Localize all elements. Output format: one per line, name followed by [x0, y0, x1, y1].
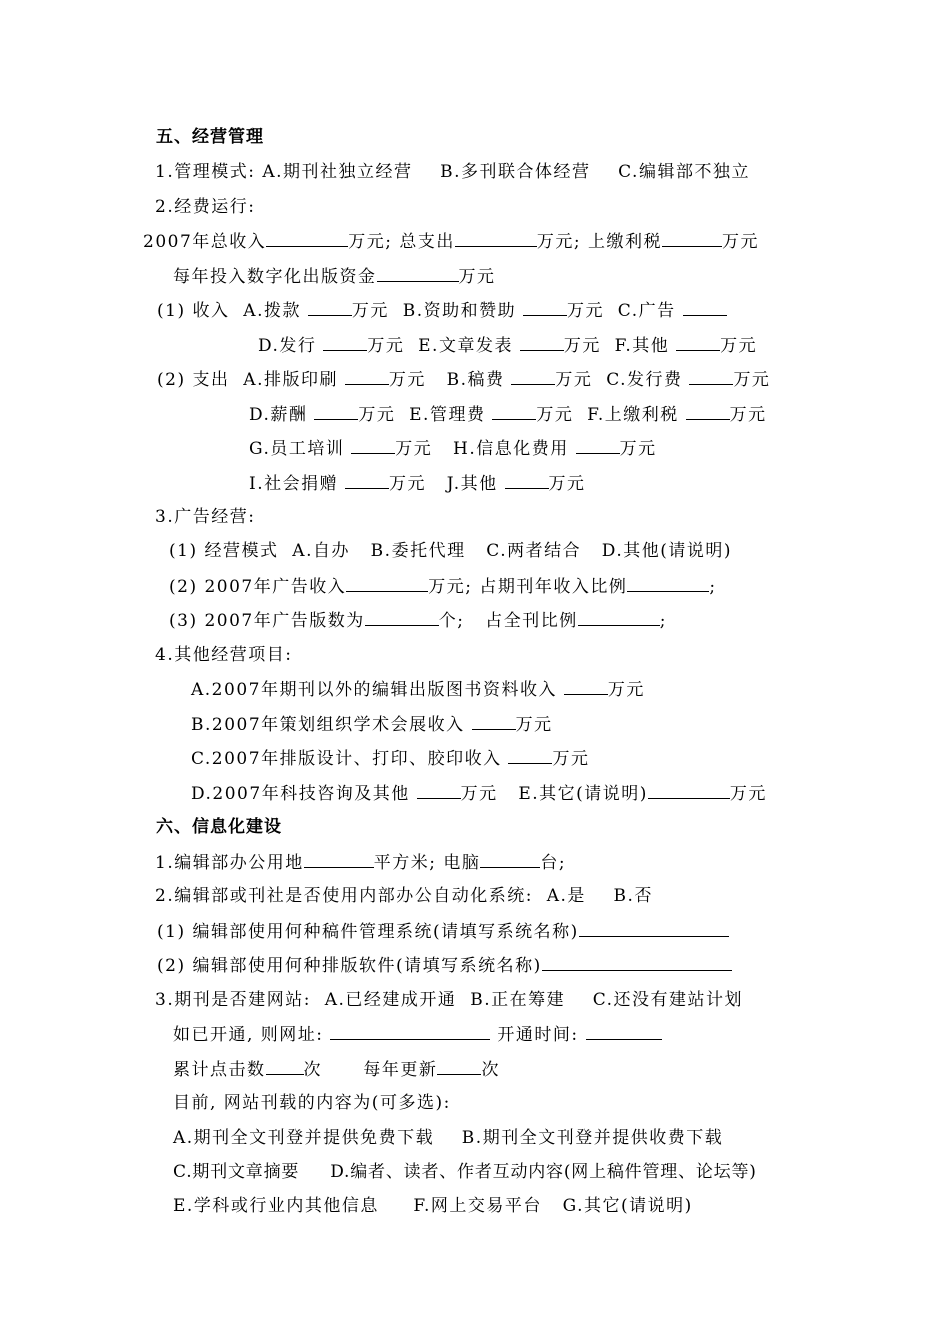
office-area-line [155, 850, 566, 875]
article-publication-blank[interactable] [520, 333, 564, 351]
ad-pages-label: (3) 2007年广告版数为 [169, 611, 365, 631]
sponsorship-blank[interactable] [523, 298, 567, 316]
advertising-label: 万元 C.广告 [567, 301, 683, 321]
digital-investment-label: 每年投入数字化出版资金 [173, 267, 377, 287]
tax-blank[interactable] [662, 229, 722, 247]
website-content-options-1: A.期刊全文刊登并提供免费下载 B.期刊全文刊登并提供收费下载 [173, 1128, 724, 1148]
manuscript-fee-blank[interactable] [511, 367, 555, 385]
tax-label: 万元; 上缴利税 [536, 232, 663, 252]
donation-blank[interactable] [345, 471, 389, 489]
tax-paid-label: 万元 F.上缴利税 [536, 405, 686, 425]
other-business-c [191, 746, 589, 771]
conference-income-blank[interactable] [472, 712, 516, 730]
unit-label: 万元 [458, 267, 496, 287]
unit-label: 万元 [729, 784, 767, 804]
ad-income-ratio-blank[interactable] [627, 574, 709, 592]
conference-income-label: B.2007年策划组织学术会展收入 [191, 715, 472, 735]
books-income-blank[interactable] [564, 677, 608, 695]
distribution-blank[interactable] [323, 333, 367, 351]
allocation-blank[interactable] [308, 298, 352, 316]
total-expense-blank[interactable] [455, 229, 537, 247]
total-income-label: 2007年总收入 [143, 232, 267, 252]
management-mode-question: 1.管理模式: A.期刊社独立经营 B.多刊联合体经营 C.编辑部不独立 [155, 162, 750, 182]
ad-mode-options: (1) 经营模式 A.自办 B.委托代理 C.两者结合 D.其他(请说明) [169, 541, 733, 561]
salary-label: D.薪酬 [249, 405, 315, 425]
website-url-blank[interactable] [330, 1022, 490, 1040]
digital-investment-line [173, 264, 496, 289]
it-cost-blank[interactable] [576, 436, 620, 454]
salary-blank[interactable] [314, 402, 358, 420]
printing-label: (2) 支出 A.排版印刷 [157, 370, 345, 390]
income-items-row-2 [258, 333, 757, 358]
digital-investment-blank[interactable] [377, 264, 459, 282]
expense-items-row-2 [249, 402, 767, 427]
income-items-row-1 [157, 298, 727, 323]
website-content-options-3: E.学科或行业内其他信息 F.网上交易平台 G.其它(请说明) [173, 1196, 693, 1216]
donation-label: I.社会捐赠 [249, 474, 346, 494]
other-expense-blank[interactable] [505, 471, 549, 489]
typesetting-software-line [157, 953, 732, 978]
unit-label: 万元 [722, 232, 760, 252]
computers-blank[interactable] [480, 850, 540, 868]
unit-label: 万元 [733, 370, 771, 390]
distribution-fee-blank[interactable] [689, 367, 733, 385]
total-clicks-label: 累计点击数 [173, 1060, 266, 1080]
typesetting-income-label: C.2007年排版设计、打印、胶印收入 [191, 749, 509, 769]
training-blank[interactable] [351, 436, 395, 454]
unit-label: 万元 [552, 749, 590, 769]
advertising-blank[interactable] [683, 298, 727, 316]
office-area-label: 1.编辑部办公用地 [155, 853, 304, 873]
other-business-d [191, 781, 767, 806]
management-fee-label: 万元 E.管理费 [358, 405, 493, 425]
website-url-line [173, 1022, 662, 1047]
article-publication-label: 万元 E.文章发表 [367, 336, 520, 356]
sponsorship-label: 万元 B.资助和赞助 [351, 301, 523, 321]
semicolon: ; [709, 577, 717, 597]
unit-label: 万元 [607, 680, 645, 700]
other-specify-blank[interactable] [648, 781, 730, 799]
website-question: 3.期刊是否建网站: A.已经建成开通 B.正在筹建 C.还没有建站计划 [155, 990, 744, 1010]
printing-blank[interactable] [345, 367, 389, 385]
allocation-label: (1) 收入 A.拨款 [157, 301, 308, 321]
other-expense-label: 万元 J.其他 [389, 474, 505, 494]
ad-pages-blank[interactable] [365, 608, 439, 626]
annual-updates-label: 次 每年更新 [303, 1060, 438, 1080]
unit-label: 万元 [720, 336, 758, 356]
total-income-blank[interactable] [266, 229, 348, 247]
other-income-blank[interactable] [676, 333, 720, 351]
other-income-label: 万元 F.其他 [563, 336, 677, 356]
manuscript-system-label: (1) 编辑部使用何种稿件管理系统(请填写系统名称) [157, 922, 579, 942]
section-6-title: 六、信息化建设 [156, 817, 282, 837]
ad-pages-ratio-blank[interactable] [578, 608, 660, 626]
expense-items-row-4 [249, 471, 586, 496]
expense-items-row-3 [249, 436, 657, 461]
typesetting-software-label: (2) 编辑部使用何种排版软件(请填写系统名称) [157, 956, 542, 976]
ad-income-blank[interactable] [346, 574, 428, 592]
website-content-question: 目前, 网站刊载的内容为(可多选): [173, 1093, 451, 1113]
other-business-question: 4.其他经营项目: [155, 645, 293, 665]
office-area-blank[interactable] [304, 850, 374, 868]
total-clicks-blank[interactable] [266, 1057, 304, 1075]
other-business-b [191, 712, 553, 737]
launch-time-blank[interactable] [586, 1022, 662, 1040]
books-income-label: A.2007年期刊以外的编辑出版图书资料收入 [191, 680, 564, 700]
unit-label: 万元 [619, 439, 657, 459]
total-expense-label: 万元; 总支出 [348, 232, 455, 252]
manuscript-system-line [157, 919, 729, 944]
income-line [143, 229, 759, 254]
annual-updates-blank[interactable] [437, 1057, 481, 1075]
other-specify-label: 万元 E.其它(请说明) [460, 784, 648, 804]
consulting-income-blank[interactable] [417, 781, 461, 799]
expense-items-row-1 [157, 367, 770, 392]
typesetting-income-blank[interactable] [508, 746, 552, 764]
section-5-title: 五、经营管理 [156, 127, 264, 147]
ad-pages-line [169, 608, 667, 633]
semicolon: ; [659, 611, 667, 631]
ad-income-ratio-label: 万元; 占期刊年收入比例 [428, 577, 628, 597]
tax-paid-blank[interactable] [686, 402, 730, 420]
funding-question: 2.经费运行: [155, 197, 256, 217]
website-content-options-2: C.期刊文章摘要 D.编者、读者、作者互动内容(网上稿件管理、论坛等) [173, 1162, 757, 1182]
it-cost-label: 万元 H.信息化费用 [395, 439, 576, 459]
ad-income-label: (2) 2007年广告收入 [169, 577, 347, 597]
computers-label: 平方米; 电脑 [373, 853, 481, 873]
other-business-a [191, 677, 645, 702]
ad-pages-ratio-label: 个; 占全刊比例 [438, 611, 578, 631]
oa-system-question: 2.编辑部或刊社是否使用内部办公自动化系统: A.是 B.否 [155, 886, 653, 906]
unit-label: 万元 [515, 715, 553, 735]
typesetting-software-blank[interactable] [542, 953, 732, 971]
unit-label: 台; [540, 853, 567, 873]
distribution-label: D.发行 [258, 336, 324, 356]
website-url-label: 如已开通, 则网址: [173, 1025, 331, 1045]
training-label: G.员工培训 [249, 439, 352, 459]
manuscript-system-blank[interactable] [579, 919, 729, 937]
ad-income-line [169, 574, 717, 599]
unit-label: 万元 [548, 474, 586, 494]
manuscript-fee-label: 万元 B.稿费 [388, 370, 512, 390]
unit-label: 次 [481, 1060, 500, 1080]
management-fee-blank[interactable] [492, 402, 536, 420]
advertising-question: 3.广告经营: [155, 507, 256, 527]
distribution-fee-label: 万元 C.发行费 [555, 370, 690, 390]
consulting-income-label: D.2007年科技咨询及其他 [191, 784, 417, 804]
launch-time-label: 开通时间: [490, 1025, 586, 1045]
website-stats-line [173, 1057, 500, 1082]
unit-label: 万元 [729, 405, 767, 425]
